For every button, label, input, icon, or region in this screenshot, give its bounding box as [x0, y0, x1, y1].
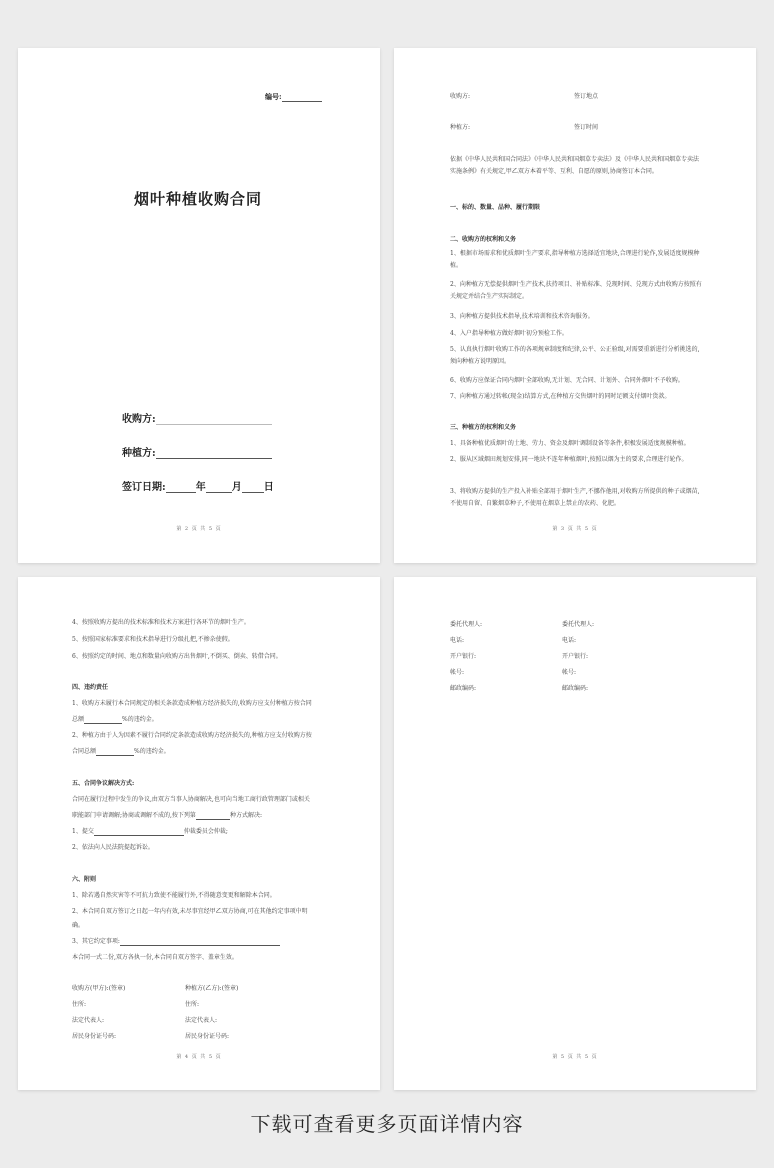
- clause-2-4: 4、入户指导种植方做好烟叶初分预检工作。: [450, 330, 568, 337]
- clause-4-2a: 2、种植方由于人为因素不履行合同约定条款造成收购方经济损失的,种植方应支付收购方按: [72, 732, 312, 739]
- year-blank: [166, 483, 196, 493]
- section-heading-1: 一、标的、数量、品种、履行期限: [450, 204, 541, 211]
- clause-6-2b: 确。: [72, 922, 85, 929]
- party-a-account: 帐号:: [450, 669, 465, 676]
- clause-5-1-post: 仲裁委员会仲裁;: [183, 828, 228, 835]
- party-b-account: 帐号:: [562, 669, 577, 676]
- sign-time-field: 签订时间: [574, 124, 599, 131]
- party-a-phone: 电话:: [450, 637, 465, 644]
- section-heading-6: 六、附则: [72, 876, 97, 883]
- page-terms-1: [394, 48, 756, 563]
- party-b-seal: 种植方(乙方):(签章): [185, 985, 239, 992]
- buyer-blank: [156, 415, 272, 425]
- clause-4-2b: [72, 748, 170, 756]
- penalty-rate-blank-2: [96, 749, 134, 756]
- sign-date-row: [122, 478, 274, 493]
- page-number: 第 5 页 共 5 页: [552, 1054, 598, 1060]
- clause-6-4: 本合同一式二份,双方各执一份,本合同自双方签字、盖章生效。: [72, 954, 238, 961]
- party-b-address: 住所:: [185, 1001, 200, 1008]
- penalty-rate-blank-1: [84, 717, 122, 724]
- clause-6-1: 1、除若遇自然灾害等不可抗力致使不能履行外,不得随意变更和解除本合同。: [72, 892, 276, 899]
- arbitration-blank: [94, 829, 184, 836]
- party-a-address: 住所:: [72, 1001, 87, 1008]
- clause-2-3: 3、向种植方提供技术指导,技术培训和技术咨询服务。: [450, 313, 594, 320]
- clause-5-choice: [72, 812, 262, 820]
- clause-5-choice-post: 种方式解决:: [229, 812, 262, 819]
- sign-place-field: 签订地点: [574, 93, 599, 100]
- party-a-postcode: 邮政编码:: [450, 685, 477, 692]
- clause-2-7: 7、向种植方通过转帐(现金)结算方式,在种植方交售烟叶的同时足额支付烟叶货款。: [450, 393, 671, 400]
- day-label: 日: [263, 482, 274, 493]
- month-label: 月: [231, 482, 242, 493]
- section-heading-3: 三、种植方的权利和义务: [450, 424, 517, 431]
- clause-6-3-label: 3、其它约定事项:: [72, 938, 120, 945]
- day-blank: [242, 483, 264, 493]
- page-cover: [18, 48, 380, 563]
- page-number: 第 2 页 共 5 页: [176, 526, 222, 532]
- clause-3-5: 5、按照国家标准要求和技术指导进行分级扎把,不掺杂使假。: [72, 636, 234, 643]
- year-label: 年: [195, 482, 206, 493]
- party-a-seal: 收购方(甲方):(签章): [72, 985, 126, 992]
- party-b-agent: 委托代理人:: [562, 621, 595, 628]
- page-number: 第 4 页 共 5 页: [176, 1054, 222, 1060]
- party-a-id-number: 居民身份证号码:: [72, 1033, 117, 1040]
- clause-4-1b: [72, 716, 158, 724]
- clause-4-2b-pre: 合同总额: [72, 748, 97, 755]
- clause-5-choice-pre: 职能部门申请调解;协商或调解不成的,按下列第: [72, 812, 196, 819]
- download-more-caption[interactable]: 下载可查看更多页面详情内容: [250, 1112, 524, 1136]
- page-title: 烟叶种植收购合同: [134, 190, 263, 208]
- party-b-postcode: 邮政编码:: [562, 685, 589, 692]
- contract-number-label: 编号:: [265, 92, 282, 101]
- clause-3-1: 1、具备种植优质烟叶的土地、劳力、资金及烟叶调制设备等条件,积极发展适度规模种植。: [450, 440, 690, 447]
- page-number: 第 3 页 共 5 页: [552, 526, 598, 532]
- clause-5-1-pre: 1、提交: [72, 828, 94, 835]
- clause-2-5: 5、认真执行烟叶收购工作的各项规章制度和纪律,公平、公正验级,对需要重新进行分析挑选的,须向种植方说明原因。: [450, 346, 700, 365]
- section-heading-4: 四、违约责任: [72, 684, 109, 691]
- planter-field: 种植方:: [450, 124, 471, 131]
- page-terms-2: [18, 577, 380, 1090]
- party-b-legal-rep: 法定代表人:: [185, 1017, 218, 1024]
- planter-blank: [156, 449, 272, 459]
- clause-4-1b-post: %的违约金。: [122, 716, 158, 723]
- clause-2-1: 1、根据市场需求和优质烟叶生产要求,指导种植方选择适宜地块,合理进行轮作,发展适度规模种植。: [450, 250, 700, 269]
- clause-6-2a: 2、本合同自双方签订之日起一年内有效,未尽事宜经甲乙双方协商,可在其他约定事项中明: [72, 908, 308, 915]
- party-b-phone: 电话:: [562, 637, 577, 644]
- clause-6-3: [72, 938, 280, 946]
- buyer-field: 收购方:: [450, 93, 471, 100]
- party-a-agent: 委托代理人:: [450, 621, 483, 628]
- clause-4-1a: 1、收购方未履行本合同规定的相关条款造成种植方经济损失的,收购方应支付种植方按合同: [72, 700, 312, 707]
- clause-2-2: 2、向种植方无偿提供烟叶生产技术,扶持项目、补贴标准、兑现时间、兑现方式由收购方按照有关规定并结合生产实际制定。: [450, 281, 702, 300]
- clause-5-intro: 合同在履行过程中发生的争议,由双方当事人协商解决,也可向当地工商行政管理部门或相关: [72, 796, 310, 803]
- buyer-signature-row: [122, 410, 272, 425]
- clause-4-1b-pre: 总额: [72, 716, 85, 723]
- clause-3-4: 4、按照收购方提出的技术标准和技术方案进行各环节的烟叶生产。: [72, 619, 250, 626]
- buyer-label: 收购方:: [122, 414, 156, 425]
- page-contact: [394, 577, 756, 1090]
- party-b-bank: 开户银行:: [562, 653, 589, 660]
- clause-2-6: 6、收购方应保证合同内烟叶全部收购,无计划、无合同、计划外、合同外烟叶不予收购。: [450, 377, 684, 384]
- sign-date-label: 签订日期:: [122, 482, 166, 493]
- section-heading-2: 二、收购方的权利和义务: [450, 236, 517, 243]
- clause-3-6: 6、按照约定的时间、地点和数量向收购方出售烟叶,不倒买、倒卖、转借合同。: [72, 653, 282, 660]
- clause-3-2: 2、服从区域烟田规划安排,同一地块不连年种植烟叶,按照以烟为主的要求,合理进行轮作。: [450, 456, 688, 463]
- contract-number: [265, 92, 322, 102]
- resolution-choice-blank: [196, 813, 230, 820]
- party-b-id-number: 居民身份证号码:: [185, 1033, 230, 1040]
- planter-label: 种植方:: [122, 448, 156, 459]
- clause-5-1: [72, 828, 228, 836]
- month-blank: [206, 483, 232, 493]
- section-heading-5: 五、合同争议解决方式:: [72, 780, 135, 787]
- intro-paragraph: 依据《中华人民共和国合同法》《中华人民共和国烟草专卖法》及《中华人民共和国烟草专卖法实施条例》有关规定,甲乙双方本着平等、互利、自愿的原则,协商签订本合同。: [450, 156, 700, 175]
- party-a-bank: 开户银行:: [450, 653, 477, 660]
- clause-5-2: 2、依法向人民法院提起诉讼。: [72, 844, 154, 851]
- planter-signature-row: [122, 444, 272, 459]
- clause-4-2b-post: %的违约金。: [134, 748, 170, 755]
- contract-number-blank: [282, 95, 322, 102]
- other-terms-blank: [120, 939, 280, 946]
- party-a-legal-rep: 法定代表人:: [72, 1017, 105, 1024]
- clause-3-3: 3、将收购方提供的生产投入补贴全部用于烟叶生产,不挪作他用,对收购方所提供的种子或烟苗,不使用自留、自繁烟草种子,不使用在烟草上禁止的农药、化肥。: [450, 488, 700, 507]
